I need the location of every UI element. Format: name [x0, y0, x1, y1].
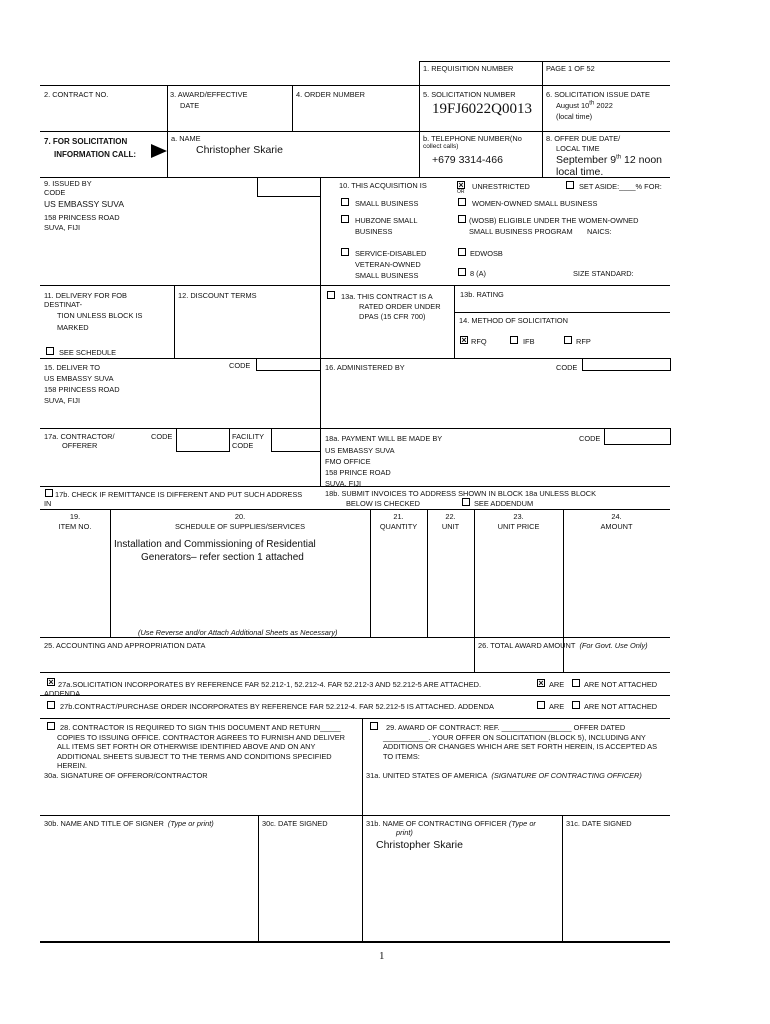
- block3-label-date: DATE: [180, 101, 200, 110]
- or-label: OR: [457, 189, 465, 195]
- offer-due-local: local time.: [556, 166, 604, 178]
- block5-label: 5. SOLICITATION NUMBER: [423, 90, 516, 99]
- page-number: 1: [379, 950, 385, 962]
- col21-header: QUANTITY: [379, 522, 418, 531]
- block12-label: 12. DISCOUNT TERMS: [178, 291, 257, 300]
- block18b-label: 18b. SUBMIT INVOICES TO ADDRESS SHOWN IN BLOCK 18a UNLESS BLOCK: [325, 489, 597, 498]
- 8a-checkbox[interactable]: [458, 268, 466, 276]
- 27b-are-label: ARE: [549, 702, 565, 711]
- block17a-label: 17a. CONTRACTOR/: [44, 432, 115, 441]
- block15-code-box[interactable]: [256, 358, 321, 371]
- block29-text: 29. AWARD OF CONTRACT: REF. _________________ OFFER DATED ___________. YOUR OFFER ON SOLICITATION (BLOCK 5), INCLUDING ANY ADDITIONS OR CHANGES WHICH ARE SET FORTH HEREIN, IS ACCEPTED AS TO ITEMS:: [383, 723, 658, 761]
- block17b-label: 17b. CHECK IF REMITTANCE IS DIFFERENT AND PUT SUCH ADDRESS: [55, 490, 303, 499]
- phone-number: +679 3314-466: [432, 154, 503, 166]
- block11-label: 11. DELIVERY FOR FOB: [44, 291, 127, 300]
- 27b-are-not-checkbox[interactable]: [572, 701, 580, 709]
- edwosb-checkbox[interactable]: [458, 248, 466, 256]
- block15-code-label: CODE: [229, 361, 251, 370]
- rfp-checkbox[interactable]: [564, 336, 572, 344]
- block8-label: 8. OFFER DUE DATE/: [546, 134, 621, 143]
- block16-code-label: CODE: [556, 363, 578, 372]
- block31b-label-2: print): [396, 828, 413, 837]
- col19-num: 19.: [69, 512, 81, 521]
- edwosb-label: EDWOSB: [470, 249, 503, 258]
- deliver-addr1: 158 PRINCESS ROAD: [44, 385, 120, 394]
- block31a-label: 31a. UNITED STATES OF AMERICA (SIGNATURE OF CONTRACTING OFFICER): [366, 771, 642, 780]
- block18a-code-box[interactable]: [604, 428, 671, 445]
- 27b-are-checkbox[interactable]: [537, 701, 545, 709]
- col23-header: UNIT PRICE: [497, 522, 540, 531]
- col20-header: SCHEDULE OF SUPPLIES/SERVICES: [174, 522, 306, 531]
- wosb-eligible-label-2: SMALL BUSINESS PROGRAM: [469, 227, 573, 236]
- issuer-name: US EMBASSY SUVA: [44, 199, 124, 209]
- sdvosb-label: SERVICE-DISABLED: [355, 249, 427, 258]
- 27b-checkbox[interactable]: [47, 701, 55, 709]
- 27a-are-checkbox[interactable]: ×: [538, 678, 544, 688]
- block31c-label: 31c. DATE SIGNED: [566, 819, 632, 828]
- pointer-arrow-icon: [151, 144, 168, 159]
- col21-num: 21.: [393, 512, 404, 521]
- see-schedule-checkbox[interactable]: [46, 347, 54, 355]
- block27a-addenda: ADDENDA: [44, 689, 81, 698]
- col24-num: 24.: [611, 512, 622, 521]
- item-description-2: Generators– refer section 1 attached: [141, 552, 304, 563]
- block15-label: 15. DELIVER TO: [44, 363, 101, 372]
- see-schedule-label: SEE SCHEDULE: [59, 348, 117, 357]
- hubzone-checkbox[interactable]: [341, 215, 349, 223]
- block30a-label: 30a. SIGNATURE OF OFFEROR/CONTRACTOR: [44, 771, 208, 780]
- sdvosb-checkbox[interactable]: [341, 248, 349, 256]
- block17a-code-label: CODE: [151, 432, 173, 441]
- block4-label: 4. ORDER NUMBER: [296, 90, 365, 99]
- offer-due-date: September 9th 12 noon: [556, 154, 663, 166]
- see-addendum-label: SEE ADDENDUM: [474, 499, 534, 508]
- 27a-are-not-checkbox[interactable]: [572, 679, 580, 687]
- block13b-label: 13b. RATING: [460, 290, 504, 299]
- rfq-label: RFQ: [471, 337, 487, 346]
- wosb-checkbox[interactable]: [458, 198, 466, 206]
- small-business-checkbox[interactable]: [341, 198, 349, 206]
- payment-line2: FMO OFFICE: [325, 457, 371, 466]
- unrestricted-checkbox[interactable]: ×: [458, 180, 464, 190]
- ifb-checkbox[interactable]: [510, 336, 518, 344]
- block6-label: 6. SOLICITATION ISSUE DATE: [546, 90, 650, 99]
- issue-date-local: (local time): [556, 112, 593, 121]
- 27a-are-label: ARE: [549, 680, 565, 689]
- name-label: a. NAME: [171, 134, 201, 143]
- payment-line4: SUVA, FIJI: [325, 479, 361, 488]
- block17b-label-2: IN: [44, 499, 52, 508]
- col23-num: 23.: [513, 512, 524, 521]
- payment-line3: 158 PRINCE ROAD: [325, 468, 391, 477]
- hubzone-label: HUBZONE SMALL: [355, 216, 418, 225]
- block18a-code-label: CODE: [579, 434, 601, 443]
- facility-code-box[interactable]: [271, 428, 321, 452]
- issuer-addr1: 158 PRINCESS ROAD: [44, 213, 120, 222]
- phone-label-2: collect calls): [423, 143, 459, 150]
- rfq-checkbox[interactable]: ×: [461, 335, 467, 345]
- issue-date: August 10th 2022: [556, 100, 613, 110]
- block13a-label: 13a. THIS CONTRACT IS A: [341, 292, 433, 301]
- block14-label: 14. METHOD OF SOLICITATION: [459, 316, 568, 325]
- block7-label-2: INFORMATION CALL:: [54, 150, 137, 159]
- unrestricted-label: UNRESTRICTED: [472, 182, 530, 191]
- 27a-are-not-label: ARE NOT ATTACHED: [584, 680, 658, 689]
- block13a-label-2: RATED ORDER UNDER: [359, 302, 441, 311]
- 8a-label: 8 (A): [470, 269, 487, 278]
- wosb-eligible-label: (WOSB) ELIGIBLE UNDER THE WOMEN-OWNED: [469, 216, 639, 225]
- payment-line1: US EMBASSY SUVA: [325, 446, 395, 455]
- solicitation-number: 19FJ6022Q0013: [432, 101, 533, 117]
- phone-label: b. TELEPHONE NUMBER(No: [423, 134, 522, 143]
- col20-num: 20.: [234, 512, 246, 521]
- block13a-label-3: DPAS (15 CFR 700): [359, 312, 426, 321]
- block30b-label: 30b. NAME AND TITLE OF SIGNER (Type or print): [44, 819, 214, 828]
- naics-label: NAICS:: [587, 227, 612, 236]
- block11-label-3: TION UNLESS BLOCK IS: [57, 311, 143, 320]
- block11-label-4: MARKED: [57, 323, 89, 332]
- wosb-label: WOMEN-OWNED SMALL BUSINESS: [472, 199, 598, 208]
- block11-label-2: DESTINAT-: [44, 300, 83, 309]
- item-description: Installation and Commissioning of Residential: [114, 539, 316, 550]
- contact-name: Christopher Skarie: [196, 144, 283, 156]
- deliver-name: US EMBASSY SUVA: [44, 374, 114, 383]
- block10-label: 10. THIS ACQUISITION IS: [339, 181, 427, 190]
- sdvosb-label-3: SMALL BUSINESS: [355, 271, 419, 280]
- block17a-label-2: OFFERER: [62, 441, 98, 450]
- hubzone-label-2: BUSINESS: [355, 227, 393, 236]
- block18b-label-2: BELOW IS CHECKED: [346, 499, 420, 508]
- block28-text: 28. CONTRACTOR IS REQUIRED TO SIGN THIS DOCUMENT AND RETURN_____ COPIES TO ISSUING OFFICE. CONTRACTOR AGREES TO FURNISH AND DELIVER ALL ITEMS SET FORTH OR OTHERWISE IDENTIFIED ABOVE AND ON ANY ADDITIONAL SHEETS SUBJECT TO THE TERMS AND CONDITIONS SPECIFIED HEREIN.: [57, 723, 346, 771]
- issuer-addr2: SUVA, FIJI: [44, 223, 80, 232]
- facility-code-label-2: CODE: [232, 441, 254, 450]
- block30c-label: 30c. DATE SIGNED: [262, 819, 328, 828]
- block26-label: 26. TOTAL AWARD AMOUNT (For Govt. Use Only): [478, 641, 648, 650]
- size-standard-label: SIZE STANDARD:: [573, 269, 634, 278]
- block2-label: 2. CONTRACT NO.: [44, 90, 109, 99]
- block31b-label: 31b. NAME OF CONTRACTING OFFICER (Type or: [366, 819, 536, 828]
- 28-checkbox[interactable]: [47, 722, 55, 730]
- reverse-note: (Use Reverse and/or Attach Additional Sheets as Necessary): [138, 628, 338, 637]
- block27b-label: 27b.CONTRACT/PURCHASE ORDER INCORPORATES BY REFERENCE FAR 52.212-4. FAR 52.212-5 IS ATTACHED. ADDENDA: [60, 702, 494, 711]
- 29-checkbox[interactable]: [370, 722, 378, 730]
- block3-label: 3. AWARD/EFFECTIVE: [170, 90, 248, 99]
- block16-label: 16. ADMINISTERED BY: [325, 363, 405, 372]
- sdvosb-label-2: VETERAN-OWNED: [355, 260, 421, 269]
- remittance-checkbox[interactable]: [45, 489, 53, 497]
- block27a-label: 27a.SOLICITATION INCORPORATES BY REFERENCE FAR 52.212-1, 52.212-4. FAR 52.212-3 AND 52.212-5 ARE ATTACHED.: [58, 680, 482, 689]
- facility-code-label: FACILITY: [232, 432, 265, 441]
- block9-label: 9. ISSUED BY: [44, 179, 92, 188]
- contracting-officer-name: Christopher Skarie: [376, 839, 463, 851]
- block25-label: 25. ACCOUNTING AND APPROPRIATION DATA: [44, 641, 206, 650]
- col22-header: UNIT: [441, 522, 460, 531]
- col24-header: AMOUNT: [600, 522, 633, 531]
- block18a-label: 18a. PAYMENT WILL BE MADE BY: [325, 434, 443, 443]
- col22-num: 22.: [445, 512, 456, 521]
- block16-code-box[interactable]: [582, 358, 671, 371]
- 27b-are-not-label: ARE NOT ATTACHED: [584, 702, 658, 711]
- ifb-label: IFB: [523, 337, 535, 346]
- block8-label-2: LOCAL TIME: [556, 144, 600, 153]
- page-count: PAGE 1 OF 52: [546, 64, 595, 73]
- set-aside-label: SET ASIDE:____% FOR:: [579, 182, 662, 191]
- block1-label: 1. REQUISITION NUMBER: [423, 64, 514, 73]
- block9-code-label: CODE: [44, 188, 66, 197]
- deliver-addr2: SUVA, FIJI: [44, 396, 80, 405]
- col19-header: ITEM NO.: [58, 522, 92, 531]
- rfp-label: RFP: [576, 337, 591, 346]
- block17a-code-box[interactable]: [176, 428, 230, 452]
- small-business-label: SMALL BUSINESS: [355, 199, 419, 208]
- see-addendum-checkbox[interactable]: [462, 498, 470, 506]
- block7-label: 7. FOR SOLICITATION: [44, 137, 128, 146]
- set-aside-checkbox[interactable]: [566, 181, 574, 189]
- 27a-checkbox[interactable]: ×: [48, 677, 54, 687]
- dpas-checkbox[interactable]: [327, 291, 335, 299]
- block9-code-box[interactable]: [257, 177, 321, 197]
- wosb-eligible-checkbox[interactable]: [458, 215, 466, 223]
